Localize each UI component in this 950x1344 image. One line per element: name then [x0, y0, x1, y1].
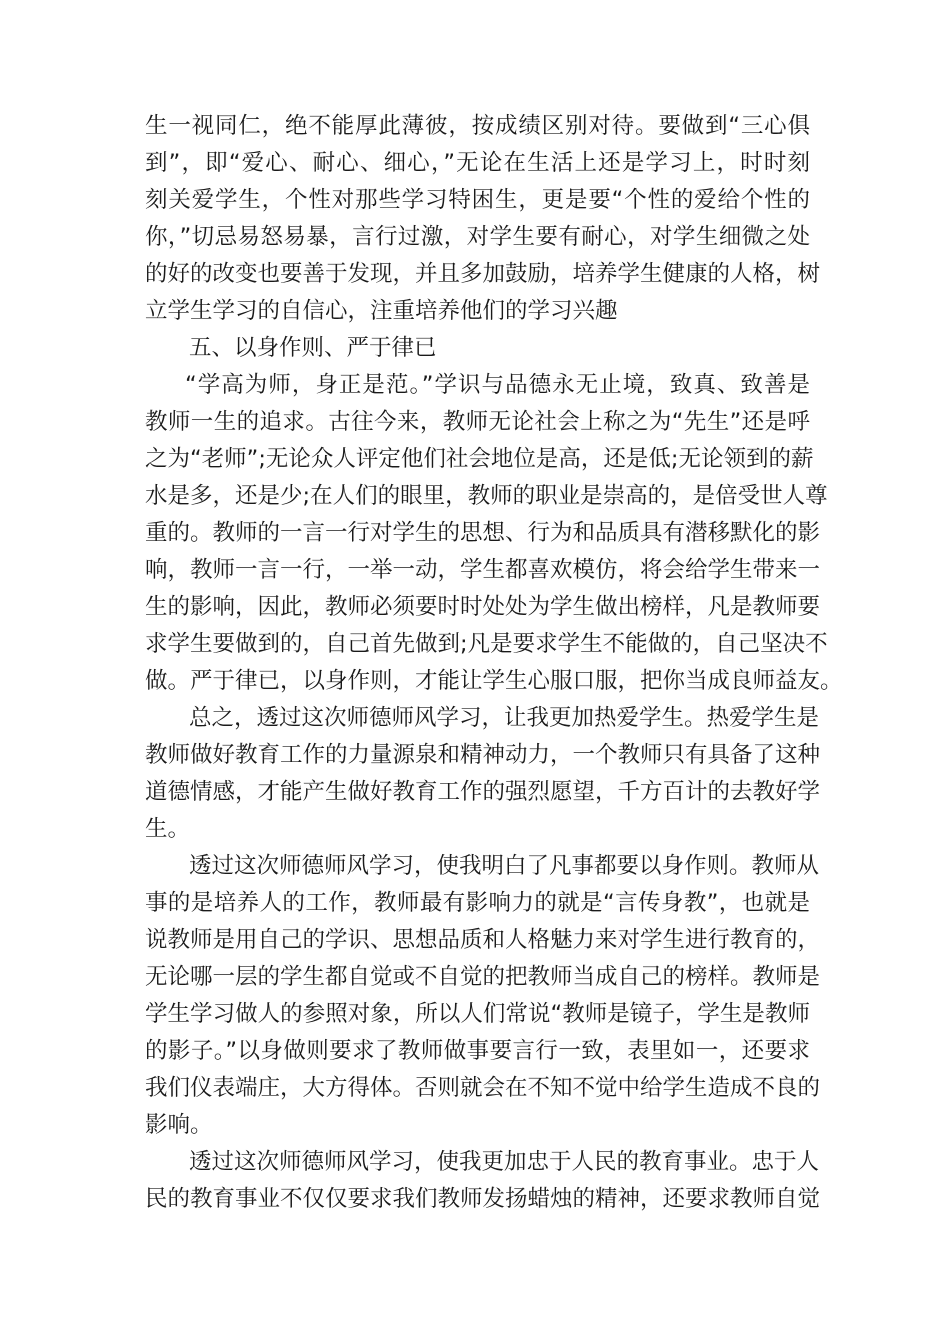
text-line: 立学生学习的自信心，注重培养他们的学习兴趣 [145, 298, 618, 324]
text-line: 之为“老师”;无论众人评定他们社会地位是高，还是低;无论领到的薪 [145, 446, 814, 472]
text-line: 生的影响，因此，教师必须要时时处处为学生做出榜样，凡是教师要 [145, 594, 821, 620]
text-line: 的好的改变也要善于发现，并且多加鼓励，培养学生健康的人格，树 [145, 261, 821, 287]
body-text [145, 108, 843, 1218]
text-line: 生。 [145, 816, 191, 842]
text-line: 教师一生的追求。古往今来，教师无论社会上称之为“先生”还是呼 [145, 409, 810, 435]
text-line: 透过这次师德师风学习，使我更加忠于人民的教育事业。忠于人 [189, 1149, 820, 1175]
text-line: 透过这次师德师风学习，使我明白了凡事都要以身作则。教师从 [189, 853, 820, 879]
text-line: 说教师是用自己的学识、思想品质和人格魅力来对学生进行教育的， [145, 927, 821, 953]
text-line: 水是多，还是少;在人们的眼里，教师的职业是崇高的，是倍受世人尊 [145, 483, 828, 509]
text-line: “学高为师，身正是范。”学识与品德永无止境，致真、致善是 [185, 372, 810, 398]
text-line: 事的是培养人的工作，教师最有影响力的就是“言传身教”，也就是 [145, 890, 810, 916]
text-line: 你，”切忌易怒易暴，言行过激，对学生要有耐心，对学生细微之处 [145, 224, 810, 250]
text-line: 做。严于律已，以身作则，才能让学生心服口服，把你当成良师益友。 [145, 668, 843, 694]
text-line: 重的。教师的一言一行对学生的思想、行为和品质具有潜移默化的影 [145, 520, 821, 546]
text-line: 道德情感，才能产生做好教育工作的强烈愿望，千方百计的去教好学 [145, 779, 821, 805]
text-line: 到”，即“爱心、耐心、细心，”无论在生活上还是学习上，时时刻 [145, 150, 810, 176]
text-line: 响，教师一言一行，一举一动，学生都喜欢模仿，将会给学生带来一 [145, 557, 821, 583]
text-line: 无论哪一层的学生都自觉或不自觉的把教师当成自己的榜样。教师是 [145, 964, 821, 990]
text-line: 刻关爱学生，个性对那些学习特困生，更是要“个性的爱给个性的 [145, 187, 810, 213]
section-heading: 五、以身作则、严于律已 [189, 335, 437, 361]
text-line: 我们仪表端庄，大方得体。否则就会在不知不觉中给学生造成不良的 [145, 1075, 821, 1101]
text-line: 学生学习做人的参照对象，所以人们常说“教师是镜子，学生是教师 [145, 1001, 810, 1027]
text-line: 求学生要做到的，自己首先做到;凡是要求学生不能做的，自己坚决不 [145, 631, 828, 657]
text-line: 的影子。”以身做则要求了教师做事要言行一致，表里如一，还要求 [145, 1038, 810, 1064]
text-line: 影响。 [145, 1112, 213, 1138]
text-line: 民的教育事业不仅仅要求我们教师发扬蜡烛的精神，还要求教师自觉 [145, 1186, 821, 1212]
text-line: 生一视同仁，绝不能厚此薄彼，按成绩区别对待。要做到“三心俱 [145, 113, 810, 139]
text-line: 总之，透过这次师德师风学习，让我更加热爱学生。热爱学生是 [189, 705, 820, 731]
text-line: 教师做好教育工作的力量源泉和精神动力，一个教师只有具备了这种 [145, 742, 821, 768]
